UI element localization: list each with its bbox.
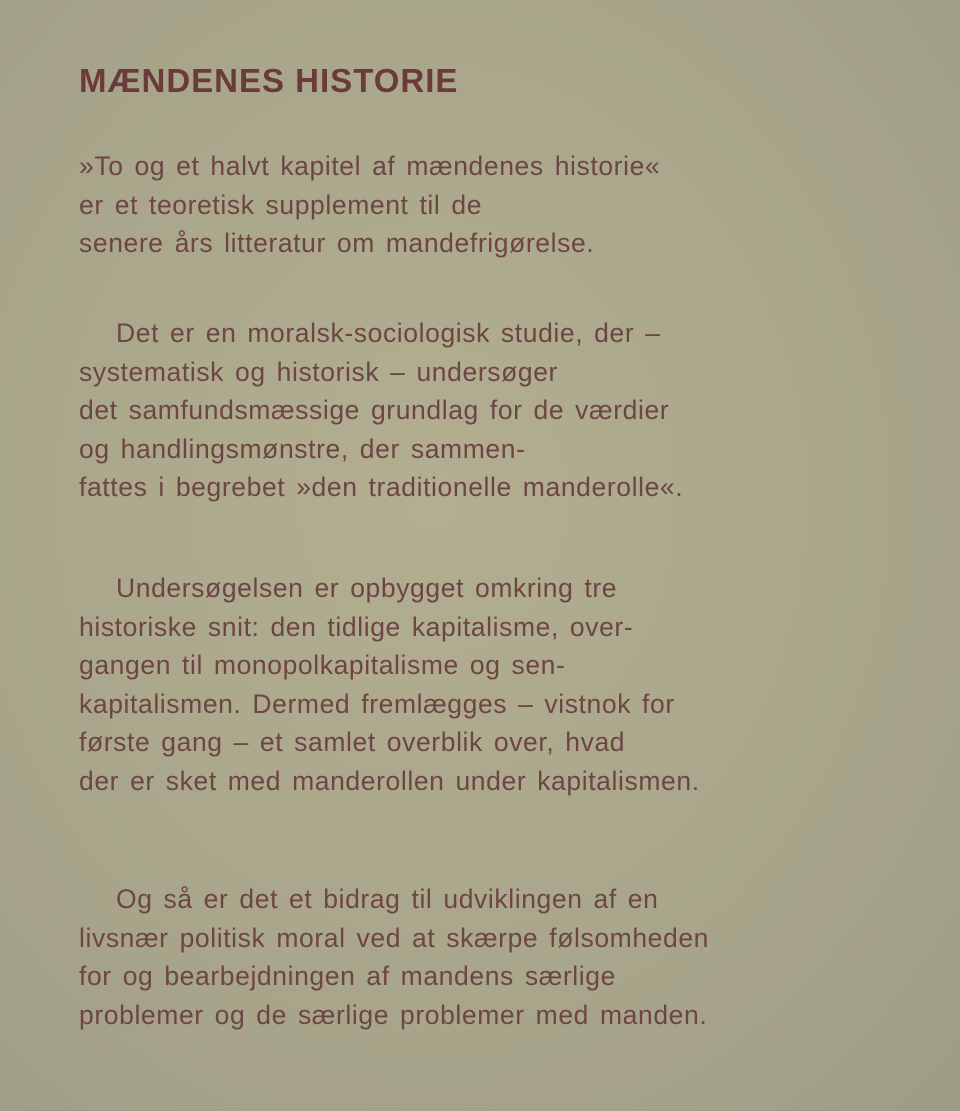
text-line: problemer og de særlige problemer med manden. xyxy=(79,999,708,1030)
text-line: livsnær politisk moral ved at skærpe følsomheden xyxy=(79,922,710,953)
text-line: kapitalismen. Dermed fremlægges – vistnok for xyxy=(79,688,675,719)
text-line: for og bearbejdningen af mandens særlige xyxy=(79,961,616,991)
text-line: fattes i begrebet »den traditionelle manderolle«. xyxy=(79,472,684,502)
text-line: første gang – et samlet overblik over, hvad xyxy=(79,727,626,757)
paragraph-contribution xyxy=(79,880,709,1034)
text-line: Det er en moralsk-sociologisk studie, der – xyxy=(116,318,661,348)
text-line: senere års litteratur om mandefrigørelse. xyxy=(79,228,595,258)
text-line: Undersøgelsen er opbygget omkring tre xyxy=(116,573,618,603)
paragraph-study xyxy=(79,314,683,507)
paragraph-intro xyxy=(79,147,660,263)
text-line: systematisk og historisk – undersøger xyxy=(79,356,558,387)
text-line: gangen til monopolkapitalisme og sen- xyxy=(79,650,566,680)
text-line: »To og et halvt kapitel af mændenes historie« xyxy=(79,151,661,181)
text-line: og handlingsmønstre, der sammen- xyxy=(79,433,526,464)
text-line: er et teoretisk supplement til de xyxy=(79,189,483,220)
text-line: Og så er det et bidrag til udviklingen af en xyxy=(116,884,659,914)
text-line: det samfundsmæssige grundlag for de værdier xyxy=(79,395,670,425)
text-line: der er sket med manderollen under kapitalismen. xyxy=(79,765,700,796)
text-line: historiske snit: den tidlige kapitalisme, over- xyxy=(79,611,634,642)
paragraph-structure xyxy=(79,569,700,800)
book-title: MÆNDENES HISTORIE xyxy=(79,62,459,99)
